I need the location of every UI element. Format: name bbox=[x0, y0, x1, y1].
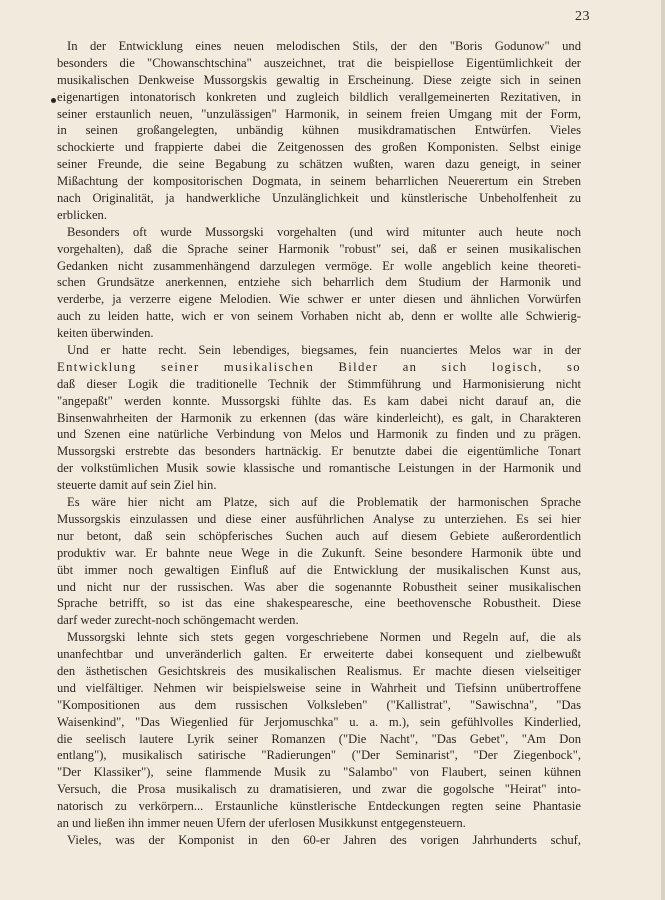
text-line: Und er hatte recht. Sein lebendiges, biegsames, fein nuanciertes Melos war in der bbox=[67, 343, 581, 358]
text-line: nach Originalität, ja handwerkliche Unzulänglichkeit und künstlerische Unbeholfenheit zu bbox=[57, 191, 581, 206]
text-line: die seelisch lautere Lyrik seiner Romanzen ("Die Nacht", "Das Gebet", "Am Don bbox=[57, 731, 581, 746]
text-line: an und ließen ihn immer neuen Ufern der uferlosen Musikkunst entgegensteuern. bbox=[57, 815, 466, 830]
margin-bullet-mark bbox=[51, 98, 56, 103]
text-line: "Der Klassiker"), seine flammende Musik zu "Salambo" von Flaubert, seinen kühnen bbox=[57, 765, 581, 780]
text-line: Mussorgski lehnte sich stets gegen vorgeschriebene Normen und Regeln auf, die als bbox=[67, 630, 581, 645]
text-line: und vielfältiger. Nehmen wir beispielsweise seine in Wahrheit und Tiefsinn unübertroffene bbox=[57, 680, 581, 695]
text-line: Binsenwahrheiten der Harmonik zu erkennen (das wäre kinderleicht), es galt, in Charakteren bbox=[57, 410, 581, 425]
text-line: vorgehalten), daß die Sprache seiner Harmonik "robust" sei, daß er seinen musikalischen bbox=[57, 241, 581, 256]
text-line: keiten überwinden. bbox=[57, 326, 154, 341]
body-text bbox=[57, 38, 581, 849]
text-line-emphasized: Entwicklung seiner musikalischen Bilder an sich logisch, so bbox=[57, 359, 581, 374]
text-line: natorisch zu verkörpern... Erstaunliche künstlerische Entdeckungen regten seine Phantasie bbox=[57, 799, 581, 814]
text-line: den ästhetischen Gesichtskreis des musikalischen Realismus. Er machte diesen vielseitiger bbox=[57, 663, 581, 678]
text-line: Waisenkind", "Das Wiegenlied für Jerjomuschka" u. a. m.), sein gefühlvolles Kinderlied, bbox=[57, 714, 581, 729]
page-edge bbox=[661, 0, 665, 900]
text-line: Versuch, die Prosa musikalisch zu dramatisieren, und zwar die gogolsche "Heirat" into- bbox=[57, 782, 581, 797]
text-line: und Szenen eine natürliche Verbindung von Melos und Harmonik zu finden und zu prägen. bbox=[57, 427, 581, 442]
text-line: und nicht nur der russischen. Was aber die sogenannte Robustheit seiner musikalischen bbox=[57, 579, 581, 594]
text-line: daß dieser Logik die traditionelle Technik der Stimmführung und Harmonisierung nicht bbox=[57, 376, 581, 391]
text-line: übt immer noch gewaltigen Einfluß auf die Entwicklung der musikalischen Kunst aus, bbox=[57, 562, 581, 577]
text-line: seiner Freunde, die seine Begabung zu schätzen wußten, waren dazu geneigt, in seiner bbox=[57, 157, 581, 172]
text-line: erblicken. bbox=[57, 207, 107, 222]
text-line: seiner erstaunlich neuen, "unzulässigen" Harmonik, in seinem freien Umgang mit der Form, bbox=[57, 106, 581, 121]
text-line: Gedanken nicht zusammenhängend darzulegen vermöge. Er wolle angeblich keine theoreti- bbox=[57, 258, 581, 273]
text-line: In der Entwicklung eines neuen melodischen Stils, der den "Boris Godunow" und bbox=[67, 39, 581, 53]
page-number: 23 bbox=[575, 9, 590, 24]
text-line: steuerte damit auf sein Ziel hin. bbox=[57, 478, 217, 493]
text-line: schockierte und frappierte dabei die Zeitgenossen des großen Komponisten. Selbst einige bbox=[57, 140, 581, 155]
text-line: verderbe, ja verzerre eigene Melodien. Wie schwer er unter diesen und ähnlichen Vorwürfen bbox=[57, 292, 581, 307]
text-line: in seinen großangelegten, unbändig kühnen musikdramatischen Entwürfen. Vieles bbox=[57, 123, 581, 138]
text-line: darf weder zurecht-noch schöngemacht werden. bbox=[57, 613, 299, 628]
text-line: Mussorgski erstrebte das besonders hartnäckig. Er benutzte dabei die eigentümliche Tonart bbox=[57, 444, 581, 459]
text-line: "Kompositionen aus dem russischen Volksleben" ("Kallistrat", "Sawischna", "Das bbox=[57, 697, 581, 712]
text-line: auch zu leiden hatte, wich er von seinem Vorhaben nicht ab, denn er wollte alle Schwierig- bbox=[57, 309, 581, 324]
text-line: musikalischen Denkweise Mussorgskis gewaltig in Erscheinung. Diese zeigte sich in seinen bbox=[57, 72, 581, 87]
text-line: Besonders oft wurde Mussorgski vorgehalten (und wird mitunter auch heute noch bbox=[67, 224, 581, 239]
text-line: Mißachtung der kompositorischen Dogmata, in seinem beharrlichen Neuerertum ein Streben bbox=[57, 174, 581, 189]
text-line: entlang"), musikalisch satirische "Radierungen" ("Der Seminarist", "Der Ziegenbock", bbox=[57, 748, 581, 763]
text-line: der volkstümlichen Musik sowie klassische und romantische Leistungen in der Harmonik und bbox=[57, 461, 581, 476]
text-line: produktiv war. Er bahnte neue Wege in die Zukunft. Seine besondere Harmonik übte und bbox=[57, 545, 581, 560]
text-line: Es wäre hier nicht am Platze, sich auf die Problematik der harmonischen Sprache bbox=[67, 495, 581, 510]
text-line: "angepaßt" werden konnte. Mussorgski fühlte das. Es kam dabei nicht darauf an, die bbox=[57, 393, 581, 408]
text-line: schen Grundsätze anerkennen, entziehe sich beharrlich dem Studium der Harmonik und bbox=[57, 275, 581, 290]
text-line: besonders die "Chowanschtschina" auszeichnet, trat die beispiellose Eigentümlichkeit der bbox=[57, 55, 581, 70]
text-line: Mussorgskis einzulassen und diese einer ausführlichen Analyse zu unterziehen. Es sei hier bbox=[57, 511, 581, 526]
text-line: Sprache betrifft, so ist das eine shakespearesche, eine beethovensche Robustheit. Diese bbox=[57, 596, 581, 611]
text-line: Vieles, was der Komponist in den 60-er Jahren des vorigen Jahrhunderts schuf, bbox=[67, 832, 581, 847]
text-line: unanfechtbar und unveränderlich galten. Er erweiterte dabei konsequent und zielbewußt bbox=[57, 647, 581, 662]
text-line: eigenartigen intonatorisch konkreten und zugleich bildlich verallgemeinerten Rezitativen, in bbox=[57, 89, 581, 104]
text-line: nur betont, daß sein schöpferisches Suchen auch auf diesem Gebiete außerordentlich bbox=[57, 528, 581, 543]
